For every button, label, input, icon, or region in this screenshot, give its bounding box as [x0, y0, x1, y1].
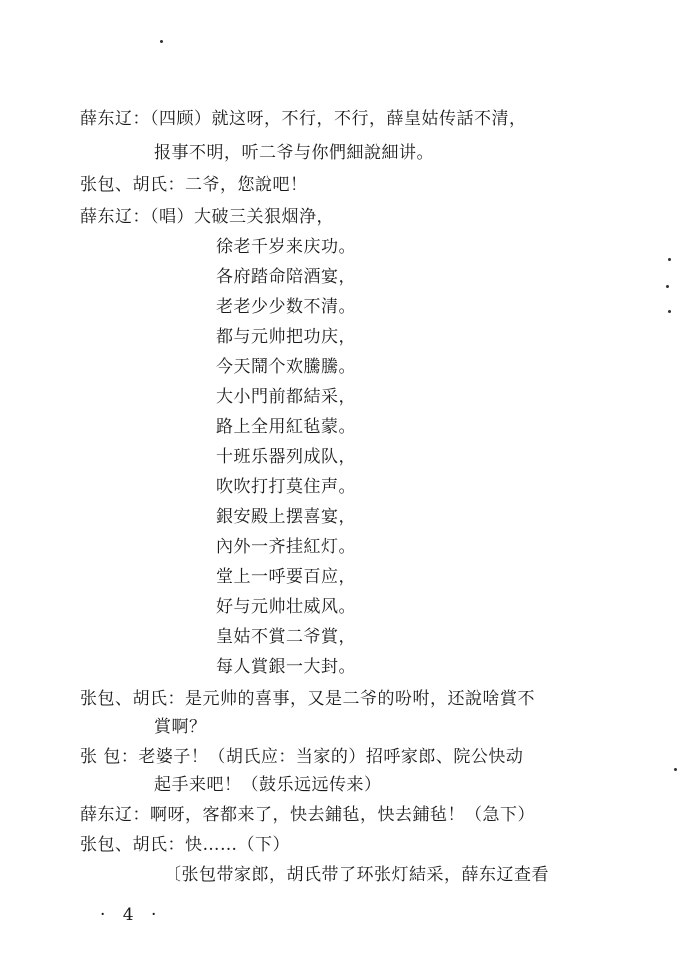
- text-line-21: 賞啊？: [154, 717, 207, 737]
- text-line-2: 报事不明，听二爷与你們細說細讲。: [154, 143, 434, 163]
- verse-line: 堂上一呼要百应，: [216, 567, 356, 587]
- verse-line: 銀安殿上摆喜宴，: [216, 507, 356, 527]
- text-line-20: 张包、胡氏：是元帅的喜事，又是二爷的吩咐，还說啥賞不: [80, 689, 535, 709]
- text-line-22: 张 包：老婆子！（胡氏应：当家的）招呼家郎、院公快动: [80, 747, 524, 767]
- verse-line: 都与元帅把功庆，: [216, 327, 356, 347]
- page-number: · 4 ·: [100, 905, 163, 925]
- text-line-1: 薛东辽：（四顾）就这呀，不行，不行，薛皇姑传話不清，: [80, 109, 527, 129]
- text-line-24: 薛东辽：啊呀，客都来了，快去鋪毡，快去鋪毡！（急下）: [80, 805, 535, 825]
- verse-line: 今天鬧个欢騰騰。: [216, 357, 356, 377]
- verse-line: 老老少少数不清。: [216, 297, 356, 317]
- text-line-3: 张包、胡氏：二爷，您說吧！: [80, 175, 308, 195]
- scan-speck: [668, 310, 671, 313]
- text-line-23: 起手来吧！（鼓乐远远传来）: [154, 775, 382, 795]
- scan-speck: [674, 768, 677, 771]
- scan-speck: [666, 285, 669, 288]
- text-line-25: 张包、胡氏：快……（下）: [80, 835, 290, 855]
- stage-direction: 〔张包带家郎，胡氏带了环张灯結采，薛东辽查看: [164, 865, 549, 885]
- scan-speck: [160, 40, 163, 43]
- text-line-4: 薛东辽：（唱）大破三关狠烟浄，: [80, 207, 334, 227]
- verse-line: 內外一齐挂紅灯。: [216, 537, 356, 557]
- verse-line: 大小門前都結采，: [216, 387, 356, 407]
- verse-line: 每人賞銀一大封。: [216, 657, 356, 677]
- verse-line: 十班乐器列成队，: [216, 447, 356, 467]
- verse-line: 好与元帅壮威风。: [216, 597, 356, 617]
- verse-line: 皇姑不賞二爷賞，: [216, 627, 356, 647]
- verse-line: 徐老千岁来庆功。: [216, 237, 356, 257]
- scan-speck: [668, 258, 671, 261]
- verse-line: 路上全用紅毡蒙。: [216, 417, 356, 437]
- verse-line: 各府踏命陪酒宴，: [216, 267, 356, 287]
- verse-line: 吹吹打打莫住声。: [216, 477, 356, 497]
